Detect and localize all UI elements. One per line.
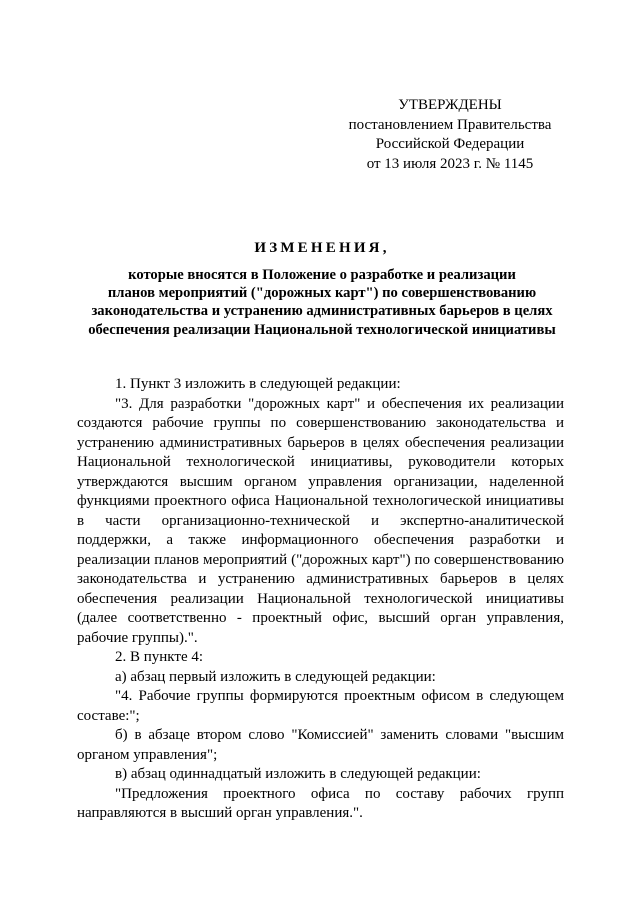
paragraph-proposals: "Предложения проектного офиса по составу рабочих групп направляются в высший орган управления.". bbox=[77, 785, 564, 821]
paragraph-item-2: 2. В пункте 4: bbox=[115, 649, 204, 665]
subtitle-line: законодательства и устранению административных барьеров в целях bbox=[91, 303, 553, 320]
paragraph-subitem-b: б) в абзаце втором слово "Комиссией" заменить словами "высшим органом управления"; bbox=[77, 727, 564, 763]
approval-stamp bbox=[340, 96, 560, 174]
subtitle-line: которые вносятся в Положение о разработке и реализации bbox=[128, 267, 516, 283]
document-subtitle bbox=[62, 266, 582, 339]
approval-date-line: от 13 июля 2023 г. № 1145 bbox=[366, 155, 534, 172]
paragraph-clause-4: "4. Рабочие группы формируются проектным офисом в следующем составе:"; bbox=[77, 688, 564, 724]
subtitle-line: обеспечения реализации Национальной технологической инициативы bbox=[88, 321, 556, 338]
document-title: ИЗМЕНЕНИЯ, bbox=[254, 240, 390, 256]
approval-title: УТВЕРЖДЕНЫ bbox=[398, 97, 502, 113]
document-heading bbox=[62, 238, 582, 339]
subtitle-line: планов мероприятий ("дорожных карт") по совершенствованию bbox=[107, 285, 537, 302]
paragraph-item-1: 1. Пункт 3 изложить в следующей редакции: bbox=[115, 376, 401, 392]
approval-line: Российской Федерации bbox=[375, 136, 525, 152]
paragraph-subitem-a: а) абзац первый изложить в следующей редакции: bbox=[115, 668, 436, 685]
document-body bbox=[77, 375, 564, 824]
paragraph-clause-3: "3. Для разработки "дорожных карт" и обеспечения их реализации создаются рабочие группы по совершенствованию законодательства и устранению административных барьеров в целях обеспечения реализации Национальной технологической инициативы, руководители которых утверждаются высшим органом управления организации, наделенной функциями проектного офиса Национальной технологической инициативы в части организационно-технической и экспертно-аналитической поддержки, а также информационного обеспечения разработки и реализации планов мероприятий ("дорожных карт") по совершенствованию законодательства и устранению административных барьеров в целях обеспечения реализации Национальной технологической инициативы (далее соответственно - проектный офис, высший орган управления, рабочие группы).". bbox=[77, 395, 564, 646]
approval-line: постановлением Правительства bbox=[348, 116, 552, 133]
paragraph-subitem-v: в) абзац одиннадцатый изложить в следующей редакции: bbox=[115, 766, 481, 782]
